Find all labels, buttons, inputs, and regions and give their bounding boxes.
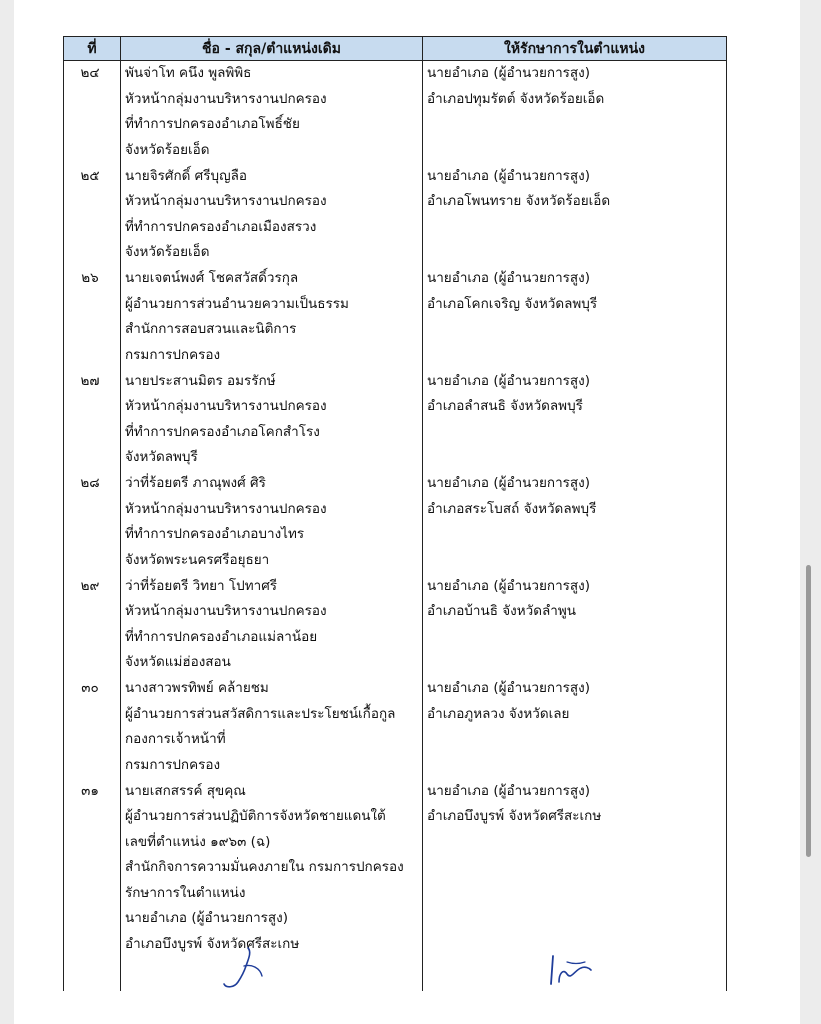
row-number: ๒๕ xyxy=(64,164,121,267)
assignment-line: นายอำเภอ (ผู้อำนวยการสูง) xyxy=(427,270,591,286)
name-line: หัวหน้ากลุ่มงานบริหารงานปกครอง xyxy=(125,500,327,517)
name-and-former-position xyxy=(121,676,423,779)
table-row xyxy=(64,61,727,164)
name-line: ที่ทำการปกครองอำเภอแม่ลาน้อย xyxy=(125,628,318,645)
name-line: หัวหน้ากลุ่มงานบริหารงานปกครอง xyxy=(125,603,327,620)
table-row xyxy=(64,164,727,267)
row-number: ๓๑ xyxy=(64,779,121,991)
assignment-line: อำเภอบึงบูรพ์ จังหวัดศรีสะเกษ xyxy=(427,808,602,825)
name-line: นางสาวพรทิพย์ คล้ายชม xyxy=(125,680,269,696)
table-row xyxy=(64,471,727,574)
name-line: ที่ทำการปกครองอำเภอบางไทร xyxy=(125,526,305,543)
assignment-line: อำเภอปทุมรัตต์ จังหวัดร้อยเอ็ด xyxy=(427,90,605,107)
scrollbar[interactable] xyxy=(806,565,811,857)
assignment-line: อำเภอภูหลวง จังหวัดเลย xyxy=(427,705,570,722)
name-line: สำนักกิจการความมั่นคงภายใน กรมการปกครอง xyxy=(125,859,404,876)
acting-position xyxy=(423,676,727,779)
assignment-line: อำเภอโคกเจริญ จังหวัดลพบุรี xyxy=(427,295,598,312)
assignment-line: นายอำเภอ (ผู้อำนวยการสูง) xyxy=(427,680,591,696)
assignment-line: นายอำเภอ (ผู้อำนวยการสูง) xyxy=(427,65,591,81)
name-line: จังหวัดพระนครศรีอยุธยา xyxy=(125,551,270,568)
table-row xyxy=(64,369,727,472)
acting-position xyxy=(423,471,727,574)
acting-position xyxy=(423,369,727,472)
acting-position xyxy=(423,574,727,677)
name-line: ว่าที่ร้อยตรี วิทยา โปทาศรี xyxy=(125,577,278,594)
name-line: จังหวัดลพบุรี xyxy=(125,449,198,466)
table-row xyxy=(64,676,727,779)
name-line: จังหวัดร้อยเอ็ด xyxy=(125,141,210,158)
name-line: ผู้อำนวยการส่วนอำนวยความเป็นธรรม xyxy=(125,295,349,312)
acting-position xyxy=(423,164,727,267)
name-line: สำนักการสอบสวนและนิติการ xyxy=(125,321,297,338)
name-line: กรมการปกครอง xyxy=(125,756,221,773)
acting-position xyxy=(423,266,727,369)
assignment-line: อำเภอสระโบสถ์ จังหวัดลพบุรี xyxy=(427,500,597,517)
header-assignment: ให้รักษาการในตำแหน่ง xyxy=(423,37,727,61)
name-and-former-position xyxy=(121,61,423,164)
name-line: จังหวัดแม่ฮ่องสอน xyxy=(125,654,231,671)
name-line: หัวหน้ากลุ่มงานบริหารงานปกครอง xyxy=(125,193,327,210)
assignment-line: อำเภอลำสนธิ จังหวัดลพบุรี xyxy=(427,398,583,415)
name-line: หัวหน้ากลุ่มงานบริหารงานปกครอง xyxy=(125,398,327,415)
name-line: นายประสานมิตร อมรรักษ์ xyxy=(125,372,276,389)
appointment-table xyxy=(63,36,727,991)
assignment-line: นายอำเภอ (ผู้อำนวยการสูง) xyxy=(427,782,591,799)
name-line: กรมการปกครอง xyxy=(125,346,221,363)
table-row xyxy=(64,779,727,991)
name-and-former-position xyxy=(121,369,423,472)
name-and-former-position xyxy=(121,779,423,991)
table-row xyxy=(64,266,727,369)
signature-left xyxy=(218,942,268,992)
name-line: ที่ทำการปกครองอำเภอโคกสำโรง xyxy=(125,423,320,440)
row-number: ๒๖ xyxy=(64,266,121,369)
header-no: ที่ xyxy=(64,37,121,61)
name-line: นายจิรศักดิ์ ศรีบุญลือ xyxy=(125,167,247,184)
assignment-line: นายอำเภอ (ผู้อำนวยการสูง) xyxy=(427,475,591,491)
name-line: นายเสกสรรค์ สุขคุณ xyxy=(125,782,246,799)
row-number: ๒๔ xyxy=(64,61,121,164)
name-line: นายเจตน์พงศ์ โชคสวัสดิ์วรกุล xyxy=(125,270,299,286)
name-line: ว่าที่ร้อยตรี ภาณุพงศ์ ศิริ xyxy=(125,475,266,491)
name-and-former-position xyxy=(121,471,423,574)
table-header-row xyxy=(64,37,727,61)
assignment-line: นายอำเภอ (ผู้อำนวยการสูง) xyxy=(427,372,591,389)
assignment-line: อำเภอบ้านธิ จังหวัดลำพูน xyxy=(427,603,576,620)
assignment-line: นายอำเภอ (ผู้อำนวยการสูง) xyxy=(427,167,591,184)
name-line: นายอำเภอ (ผู้อำนวยการสูง) xyxy=(125,910,289,927)
name-line: ที่ทำการปกครองอำเภอเมืองสรวง xyxy=(125,218,317,235)
assignment-line: นายอำเภอ (ผู้อำนวยการสูง) xyxy=(427,577,591,594)
acting-position xyxy=(423,61,727,164)
name-line: จังหวัดร้อยเอ็ด xyxy=(125,244,210,261)
name-line: เลขที่ตำแหน่ง ๑๙๖๓ (ฉ) xyxy=(125,833,271,850)
row-number: ๓๐ xyxy=(64,676,121,779)
name-line: อำเภอบึงบูรพ์ จังหวัดศรีสะเกษ xyxy=(125,936,300,953)
header-name: ชื่อ - สกุล/ตำแหน่งเดิม xyxy=(121,37,423,61)
name-line: ผู้อำนวยการส่วนปฏิบัติการจังหวัดชายแดนใต้ xyxy=(125,808,386,825)
row-number: ๒๗ xyxy=(64,369,121,472)
name-line: ผู้อำนวยการส่วนสวัสดิการและประโยชน์เกื้อกูล xyxy=(125,705,396,722)
name-and-former-position xyxy=(121,266,423,369)
name-line: กองการเจ้าหน้าที่ xyxy=(125,731,226,748)
signature-right xyxy=(545,950,595,990)
assignment-line: อำเภอโพนทราย จังหวัดร้อยเอ็ด xyxy=(427,193,611,210)
row-number: ๒๙ xyxy=(64,574,121,677)
name-and-former-position xyxy=(121,574,423,677)
name-line: ที่ทำการปกครองอำเภอโพธิ์ชัย xyxy=(125,116,300,133)
table-row xyxy=(64,574,727,677)
name-line: พันจ่าโท คนึง พูลพิพิธ xyxy=(125,65,252,81)
name-and-former-position xyxy=(121,164,423,267)
name-line: รักษาการในตำแหน่ง xyxy=(125,884,246,901)
name-line: หัวหน้ากลุ่มงานบริหารงานปกครอง xyxy=(125,90,327,107)
row-number: ๒๘ xyxy=(64,471,121,574)
